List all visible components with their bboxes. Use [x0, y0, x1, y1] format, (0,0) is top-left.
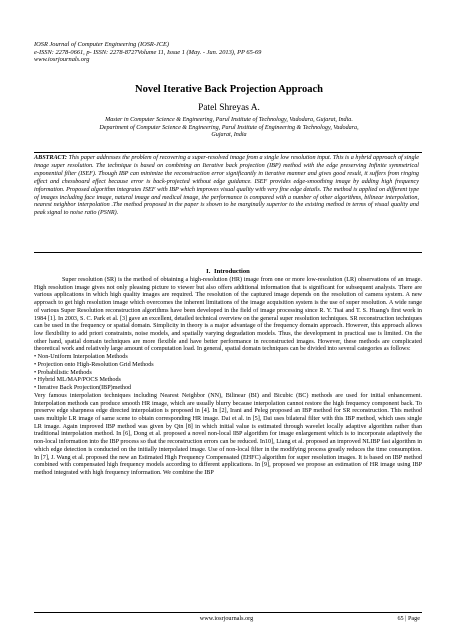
list-item: • Probabilistic Methods [34, 369, 92, 376]
abstract [34, 155, 419, 218]
second-paragraph: Very famous interpolation techniques including Nearest Neighbor (NN), Bilinear (BI) and Bicubic (BC) methods are used for initial enhancement. Interpolation methods can produce smooth HR image, which are usually blurry because interpolation cannot restore the high frequency component back. To preserve edge sharpness edge directed interpolation is proposed in [4]. In [2], Irani and Peleg proposed an IBP method for SR reconstruction. This method uses multiple LR image of same scene to obtain corresponding HR image. Dai et al. in [5], Dai uses bilateral filter with this IBP method, which uses single LR image. Again improved IBP method was given by Qin [8] in which initial value is estimated through wavelet locally adaptive algorithm rather than traditional interpolation method. In [6], Dong et al. proposed a novel non-local IBP algorithm for image enlargement which is to incorporate adaptively the non-local information into the IBP process so that the reconstruction errors can be reduced. In10], Liang et al. proposed an improved NLIBP fast algorithm in which edge detection is conducted on the initially interpolated image. Use of non-local filter in the modifying process greatly reduces the time consumption. In [7], J. Wang et al. proposed the new an Estimated High Frequency Compensated (EHFC) algorithm for super resolution images. It is based on IBP method combined with compensated high frequency models according to different applications. In [9], proposed we propose an estimation of HR image using IBP method integrated with high frequency information. We combine the IBP [34, 392, 422, 476]
affiliation-line: Gujarat, India [211, 132, 247, 139]
footer-url[interactable]: www.iosrjournals.org [199, 615, 254, 622]
page-number: 65 | Page [397, 615, 420, 622]
intro-paragraph: Super resolution (SR) is the method of obtaining a high-resolution (HR) image from one or more low-resolution (LR) observations of an image. High resolution image gives not only pleasing picture to viewer but also offers additional information that is significant for subsequent analysis. There are various applications in which high quality images are required. The resolution of the captured image depends on the resolution of camera system. A new approach to get high resolution image which overcomes the inherent limitations of the image acquisition system is the use of super resolution. A wide range of various Super Resolution reconstruction algorithms have been developed in the field of image processing since R. Y. Tsai and T. S. Huang's first work in 1984 [1]. In 2003, S. C. Park et al. [3] gave an excellent, detailed technical overview on the general super resolution techniques. SR reconstruction techniques can be used in the frequency or spatial domain. Simplicity in theory is a major advantage of the frequency domain approach. However, this approach allows low flexibility to add priori constraints, noise models, and spatially varying degradation models. Thus, the development in practical use is limited. On the other hand, spatial domain techniques are more flexible and have better performance in reconstructed images. However, these methods are complicated theoretical work and relatively large amount of computation load. In general, spatial domain techniques can be divided into several categories as follows: [34, 277, 422, 353]
list-item: • Hybrid ML/MAP/POCS Methods [34, 377, 121, 384]
paper-title: Novel Iterative Back Projection Approach [134, 84, 323, 95]
section-heading [34, 268, 422, 275]
journal-issn: e-ISSN: 2278-0661, p- ISSN: 2278-8727Volume 11, Issue 1 (May. - Jun. 2013), PP 65-69 [34, 48, 262, 56]
affiliation-line: Master in Computer Science & Engineering, Parul Institute of Technology, Vadodara, Gujarat, India. [105, 117, 353, 123]
affiliation [46, 117, 412, 140]
section-number: I. [206, 268, 211, 275]
affiliation-line: Department of Computer Science & Engineering, Parul Institute of Engineering & Technology, Vadodara, [99, 124, 359, 131]
journal-url[interactable]: www.iosrjournals.org [34, 56, 90, 64]
abstract-top-rule [34, 152, 422, 153]
abstract-label: ABSTRACT: [34, 155, 67, 161]
journal-name: IOSR Journal of Computer Engineering (IOSR-JCE) [34, 41, 170, 48]
section-title: Introduction [214, 268, 250, 275]
journal-header [34, 41, 424, 64]
category-list [34, 354, 422, 393]
abstract-bottom-rule [34, 252, 422, 253]
body-text [34, 277, 422, 478]
author-name: Patel Shreyas A. [198, 103, 260, 113]
list-item: • Iterative Back Projection(IBP)method [34, 385, 132, 392]
list-item: • Non-Uniform Interpolation Methods [34, 354, 128, 361]
abstract-text: This paper addresses the problem of recovering a super-resolved image from a single low resolution input. This is a hybrid approach of single image super resolution. The technique is based on combining an Iterative back projection (IBP) method with the edge preserving Infinite symmetrical exponential filter (ISEF). Though IBP can minimize the reconstruction error significantly in iterative manner and gives good result, it suffers from ringing effect and chessboard effect because error is back-projected without edge guidance. ISEF provides edge-smoothing image by adding high frequency information. Proposed algorithm integrates ISEF with IBP which improves visual quality with very fine edge details. The method is applied on different type of images including face image, natural image and medical image, the performance is compared with a number of other algorithms, bilinear interpolation, nearest neighbor interpolation .The method proposed in the paper is shown to be marginally superior to the existing method in terms of visual quality and peak signal to noise ratio (PSNR). [34, 155, 419, 217]
list-item: • Projection onto High-Resolution Grid Methods [34, 361, 154, 368]
footer-rule [34, 612, 422, 613]
